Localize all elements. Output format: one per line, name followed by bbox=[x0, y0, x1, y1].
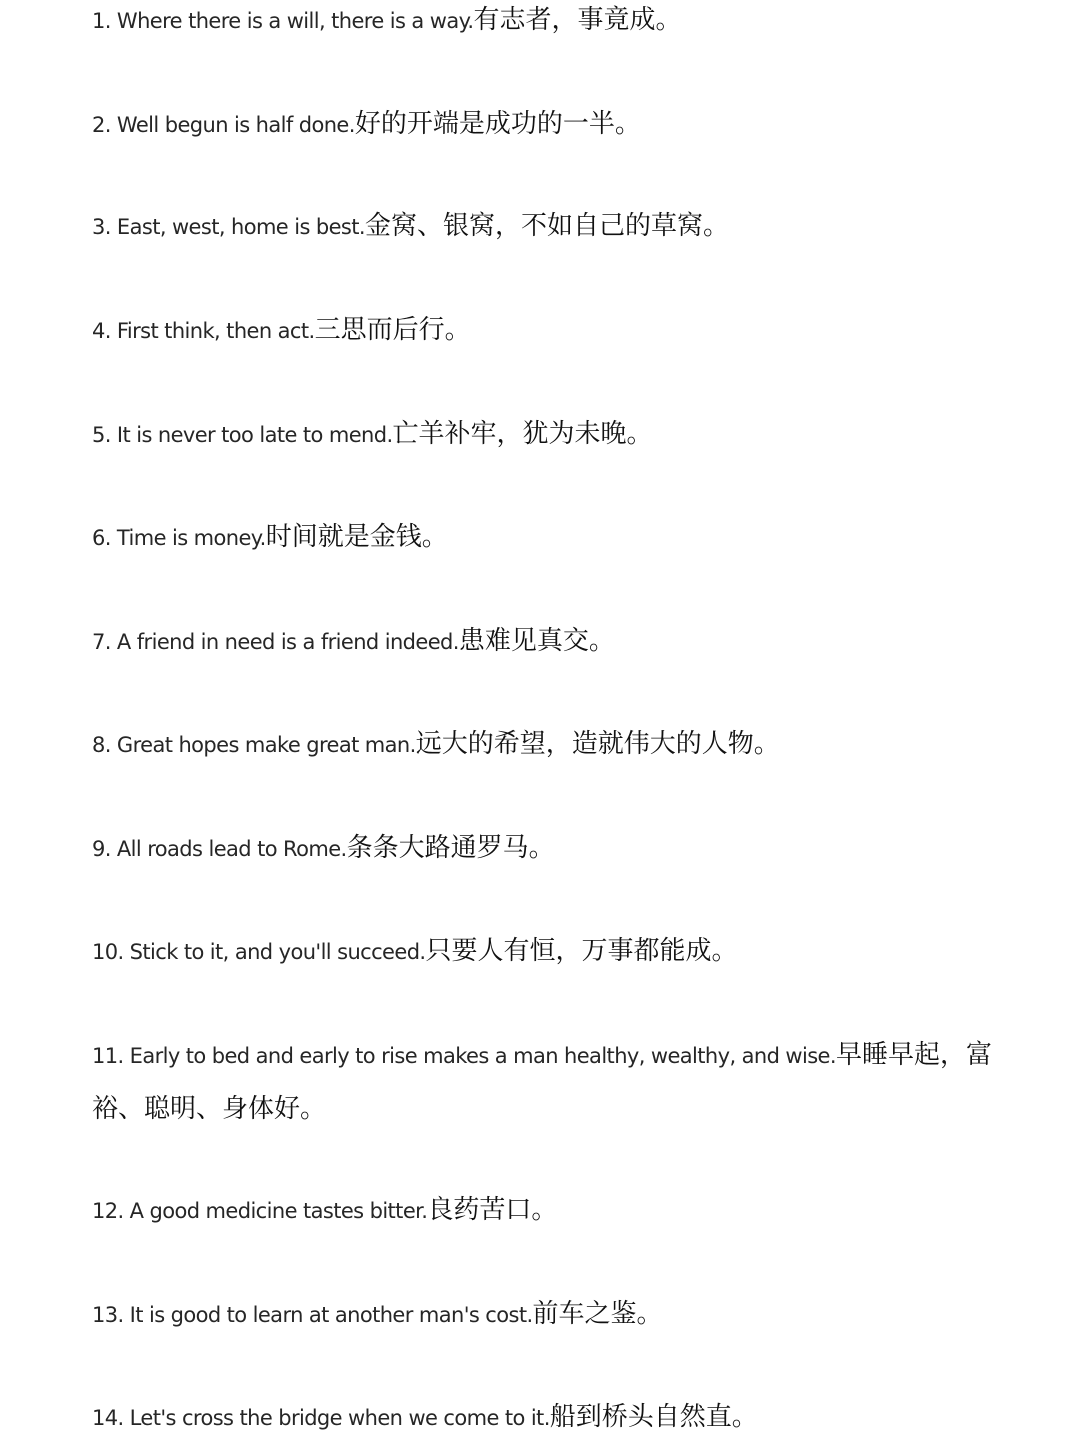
proverb-chinese: 金窝、银窝，不如自己的草窝。 bbox=[364, 211, 729, 241]
proverb-item bbox=[92, 1029, 1012, 1137]
proverb-chinese: 船到桥头自然直。 bbox=[549, 1402, 758, 1432]
proverb-english: 14. Let's cross the bridge when we come to it. bbox=[92, 1406, 550, 1430]
proverb-english: 3. East, west, home is best. bbox=[92, 215, 365, 239]
proverb-chinese: 只要人有恒，万事都能成。 bbox=[425, 936, 738, 966]
proverb-chinese: 患难见真交。 bbox=[458, 626, 615, 656]
proverb-item bbox=[92, 408, 1012, 462]
proverb-chinese: 时间就是金钱。 bbox=[265, 522, 448, 552]
proverb-english: 1. Where there is a will, there is a way. bbox=[92, 9, 474, 33]
proverb-chinese: 有志者，事竟成。 bbox=[473, 5, 682, 35]
proverb-item bbox=[92, 822, 1012, 876]
proverb-item bbox=[92, 718, 1012, 772]
proverb-english: 12. A good medicine tastes bitter. bbox=[92, 1199, 428, 1223]
proverb-item bbox=[92, 98, 1012, 152]
proverb-english: 10. Stick to it, and you'll succeed. bbox=[92, 940, 426, 964]
proverb-item bbox=[92, 925, 1012, 979]
proverb-english: 7. A friend in need is a friend indeed. bbox=[92, 630, 459, 654]
proverb-item bbox=[92, 304, 1012, 358]
proverb-item bbox=[92, 615, 1012, 669]
proverb-item bbox=[92, 511, 1012, 565]
proverb-chinese: 前车之鉴。 bbox=[532, 1299, 663, 1329]
proverb-chinese: 三思而后行。 bbox=[314, 315, 471, 345]
proverb-english: 8. Great hopes make great man. bbox=[92, 733, 416, 757]
proverb-chinese: 好的开端是成功的一半。 bbox=[354, 109, 641, 139]
proverb-item bbox=[92, 0, 1012, 48]
proverb-chinese: 良药苦口。 bbox=[427, 1195, 558, 1225]
proverb-chinese: 亡羊补牢，犹为未晚。 bbox=[392, 419, 653, 449]
proverb-english: 2. Well begun is half done. bbox=[92, 113, 355, 137]
proverb-item bbox=[92, 200, 1012, 254]
proverb-english: 4. First think, then act. bbox=[92, 319, 315, 343]
proverb-english: 6. Time is money. bbox=[92, 526, 266, 550]
proverb-item bbox=[92, 1391, 1012, 1445]
proverb-chinese: 远大的希望，造就伟大的人物。 bbox=[415, 729, 780, 759]
proverb-chinese: 早睡早起，富裕、聪明、身体好。 bbox=[92, 1040, 992, 1124]
proverb-english: 11. Early to bed and early to rise makes a man healthy, wealthy, and wise. bbox=[92, 1044, 836, 1068]
proverb-english: 5. It is never too late to mend. bbox=[92, 423, 393, 447]
proverb-item bbox=[92, 1184, 1012, 1238]
proverb-english: 13. It is good to learn at another man's cost. bbox=[92, 1303, 533, 1327]
proverb-english: 9. All roads lead to Rome. bbox=[92, 837, 347, 861]
proverb-item bbox=[92, 1288, 1012, 1342]
proverb-chinese: 条条大路通罗马。 bbox=[346, 833, 555, 863]
